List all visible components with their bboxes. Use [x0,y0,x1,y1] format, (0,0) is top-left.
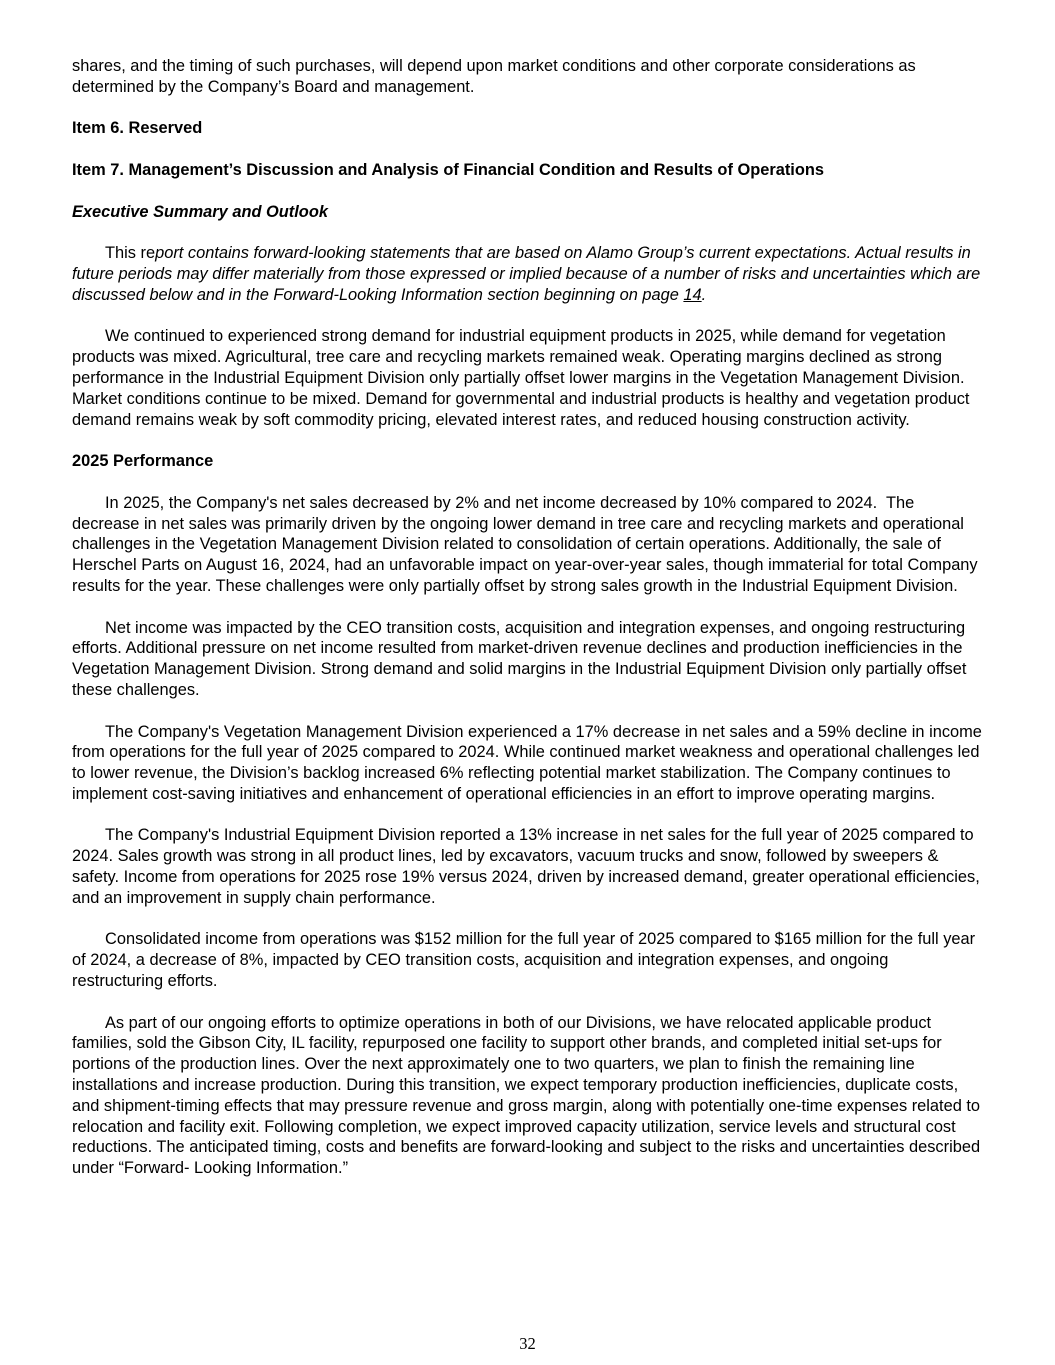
performance-paragraph-optimization: As part of our ongoing efforts to optimize operations in both of our Divisions, we have relocated applicable product families, sold the Gibson City, IL facility, repurposed one facility to support other brands, and completed initial set-ups for portions of the production lines. Over the next approximately one to two quarters, we plan to finish the remaining line installations and increase production. During this transition, we expect temporary production inefficiencies, duplicate costs, and shipment-timing effects that may pressure revenue and gross margin, along with potentially one-time expenses related to relocation and facility exit. Following completion, we expect improved capacity utilization, service levels and structural cost reductions. The anticipated timing, costs and benefits are forward-looking and subject to the risks and uncertainties described under “Forward- Looking Information.” [72,1013,985,1178]
item7-heading: Item 7. Management’s Discussion and Analysis of Financial Condition and Results of Operations [72,160,824,179]
forward-looking-paragraph [72,243,983,305]
performance-paragraph-net-income: Net income was impacted by the CEO transition costs, acquisition and integration expenses, and ongoing restructuring efforts. Additional pressure on net income resulted from market-driven revenue declines and production inefficiencies in the Vegetation Management Division. Strong demand and solid margins in the Industrial Equipment Division only partially offset these challenges. [72,618,971,699]
item6-heading: Item 6. Reserved [72,119,203,138]
performance-paragraph-vegetation-division: The Company's Vegetation Management Division experienced a 17% decrease in net sales and a 59% decline in income from operations for the full year of 2025 compared to 2024. While continued market weakness and operational challenges led to lower revenue, the Division’s backlog increased 6% reflecting potential market stabilization. The Company continues to implement cost-saving initiatives and enhancement of operational efficiencies in an effort to improve operating margins. [72,722,987,803]
demand-paragraph: We continued to experienced strong demand for industrial equipment products in 2025, while demand for vegetation products was mixed. Agricultural, tree care and recycling markets remained weak. Operating margins declined as strong performance in the Industrial Equipment Division only partially offset lower margins in the Vegetation Management Division. Market conditions continue to be mixed. Demand for governmental and industrial products is healthy and vegetation product demand remains weak by soft commodity pricing, elevated interest rates, and reduced housing construction activity. [72,327,975,429]
performance-paragraph-industrial-division: The Company's Industrial Equipment Division reported a 13% increase in net sales for the full year of 2025 compared to 2024. Sales growth was strong in all product lines, led by excavators, vacuum trucks and snow, followed by sweepers & safety. Income from operations for 2025 rose 19% versus 2024, driven by increased demand, greater operational efficiencies, and an improvement in supply chain performance. [72,826,985,907]
forward-looking-italic-text: port contains forward-looking statements that are based on Alamo Group’s current expectations. Actual results in future periods may differ materially from those expressed or implied because of a number of risks and uncertainties which are discussed below and in the Forward-Looking Information section beginning on page [72,244,985,304]
document-body [72,56,987,1179]
performance-paragraph-net-sales: In 2025, the Company's net sales decreased by 2% and net income decreased by 10% compared to 2024. The decrease in net sales was primarily driven by the ongoing lower demand in tree care and recycling markets and operational challenges in the Vegetation Management Division related to consolidation of certain operations. Additionally, the sale of Herschel Parts on August 16, 2024, had an unfavorable impact on year-over-year sales, though immaterial for total Company results for the year. These challenges were only partially offset by strong sales growth in the Industrial Equipment Division. [72,493,983,595]
performance-paragraph-consolidated-income: Consolidated income from operations was $152 million for the full year of 2025 compared to $165 million for the full year of 2024, a decrease of 8%, impacted by CEO transition costs, acquisition and integration expenses, and ongoing restructuring efforts. [72,930,980,991]
performance-heading: 2025 Performance [72,452,214,471]
executive-summary-heading: Executive Summary and Outlook [72,202,328,221]
forward-looking-tail: . [701,285,707,304]
page-number: 32 [519,1334,536,1354]
continuation-paragraph: shares, and the timing of such purchases, will depend upon market conditions and other corporate considerations as determined by the Company’s Board and management. [72,57,921,96]
page-14-link[interactable]: 14 [683,285,702,304]
forward-looking-lead: This re [105,244,156,263]
